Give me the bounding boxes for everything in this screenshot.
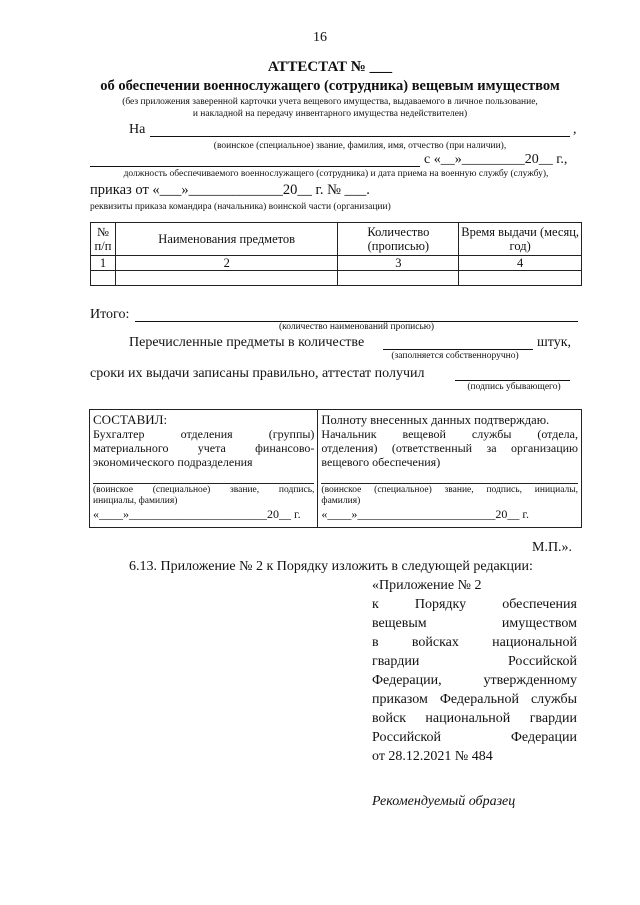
- total-caption: (количество наименований прописью): [278, 322, 435, 332]
- listed-line: [383, 349, 533, 350]
- order-caption: реквизиты приказа командира (начальника) воинской части (организации): [90, 202, 391, 212]
- compiled-line-3: экономического подразделения: [93, 455, 253, 469]
- date-part: с «__»_________20__ г.,: [424, 152, 568, 167]
- terms-caption: (подпись убывающего): [467, 382, 561, 392]
- listed-unit: штук,: [537, 335, 572, 350]
- confirmed-caption-2: фамилия): [321, 496, 361, 506]
- col-quantity-header: Количество (прописью): [338, 223, 459, 256]
- recommended-sample: Рекомендуемый образец: [372, 794, 516, 809]
- col-date-header: Время выдачи (месяц, год): [459, 223, 582, 256]
- confirmed-line-1: Начальник вещевой службы (отдела,: [321, 427, 578, 441]
- confirmed-by-cell: [318, 410, 582, 528]
- to-line: [150, 136, 570, 137]
- col-name-index: 2: [115, 256, 338, 271]
- position-caption: должность обеспечиваемого военнослужащего (сотрудника) и дата приема на военную службу (службу),: [123, 169, 549, 179]
- appendix-header: [372, 576, 577, 766]
- order-line: приказ от «___»_____________20__ г. № ___.: [90, 182, 370, 198]
- to-caption: (воинское (специальное) звание, фамилия, имя, отчество (при наличии),: [213, 141, 507, 151]
- listed-caption: (заполняется собственноручно): [391, 351, 519, 361]
- items-table: [90, 222, 582, 286]
- seal-mark: М.П.».: [532, 540, 573, 555]
- table-row-empty: [91, 271, 582, 286]
- compiled-caption-1: (воинское (специальное) звание, подпись,: [93, 485, 315, 495]
- col-quantity-index: 3: [338, 256, 459, 271]
- to-label: На: [129, 122, 146, 137]
- confirmed-date: «____»_______________________20__ г.: [321, 507, 529, 521]
- appendix-line-5: Федерации, утвержденному: [372, 673, 577, 688]
- compiled-date: «____»_______________________20__ г.: [93, 507, 301, 521]
- confirmed-line-2: отделения) (ответственный за организацию: [321, 441, 578, 455]
- total-label: Итого:: [90, 307, 130, 322]
- col-date-index: 4: [459, 256, 582, 271]
- appendix-line-8: Российской Федерации: [372, 730, 577, 745]
- confirmed-caption-1: (воинское (специальное) звание, подпись, инициалы,: [321, 485, 578, 495]
- compiled-head: СОСТАВИЛ:: [93, 412, 168, 427]
- page-number: 16: [313, 30, 327, 45]
- position-line: [90, 166, 420, 167]
- appendix-line-2: вещевым имуществом: [372, 616, 577, 631]
- compiled-caption-2: инициалы, фамилия): [93, 496, 178, 506]
- confirmed-head: Полноту внесенных данных подтверждаю.: [321, 413, 550, 427]
- document-subtitle: об обеспечении военнослужащего (сотрудника) вещевым имуществом: [100, 78, 560, 94]
- to-end: ,: [573, 122, 577, 137]
- appendix-line-1: к Порядку обеспечения: [372, 597, 577, 612]
- note-line-1: (без приложения заверенной карточки учета вещевого имущества, выдаваемого в личное пользование,: [122, 97, 538, 107]
- listed-text: Перечисленные предметы в количестве: [129, 335, 365, 350]
- terms-line: [455, 380, 570, 381]
- signature-table: [89, 409, 582, 528]
- appendix-line-9: от 28.12.2021 № 484: [372, 749, 493, 764]
- compiled-by-cell: [90, 410, 318, 528]
- compiled-line-1: Бухгалтер отделения (группы): [93, 427, 315, 441]
- col-name-header: Наименования предметов: [115, 223, 338, 256]
- confirmed-line-3: вещевого обеспечения): [321, 455, 441, 469]
- appendix-line-3: в войсках национальной: [372, 635, 577, 650]
- appendix-line-6: приказом Федеральной службы: [372, 692, 577, 707]
- document-title: АТТЕСТАТ № ___: [267, 59, 393, 75]
- terms-text: сроки их выдачи записаны правильно, аттестат получил: [90, 366, 425, 381]
- compiled-line-2: материального учета финансово-: [93, 441, 315, 455]
- note-line-2: и накладной на передачу инвентарного имущества недействителен): [192, 109, 468, 119]
- appendix-line-4: гвардии Российской: [372, 654, 577, 669]
- col-number-header: № п/п: [91, 223, 116, 256]
- col-number-index: 1: [91, 256, 116, 271]
- paragraph-6-13: 6.13. Приложение № 2 к Порядку изложить в следующей редакции:: [129, 559, 533, 574]
- appendix-line-7: войск национальной гвардии: [372, 711, 577, 726]
- appendix-line-0: «Приложение № 2: [372, 578, 482, 593]
